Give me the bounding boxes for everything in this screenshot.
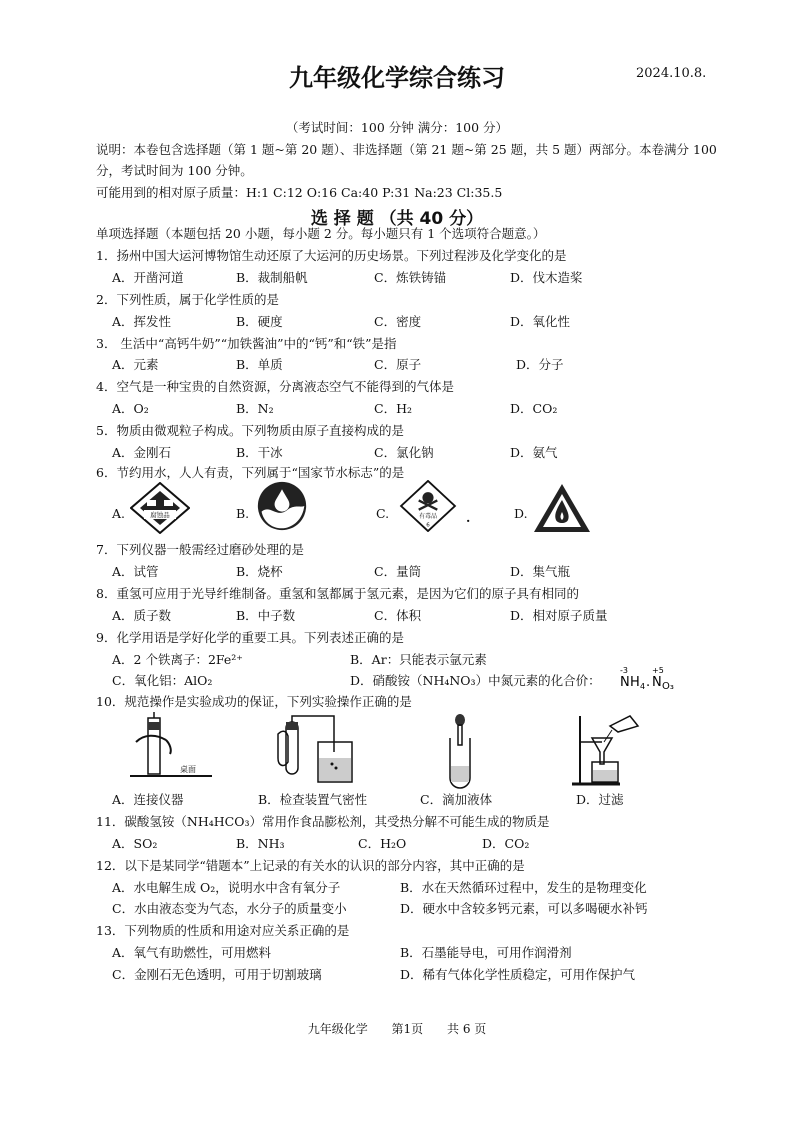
question-stem: 13．下列物质的性质和用途对应关系正确的是 <box>96 923 350 938</box>
option-c: C．H₂O <box>358 836 407 851</box>
option-a: A．试管 <box>112 564 159 579</box>
section-instruction: 单项选择题（本题包括 20 小题，每小题 2 分。每小题只有 1 个选项符合题意。） <box>96 226 546 241</box>
filtration-figure <box>566 712 656 792</box>
option-a: A．挥发性 <box>112 314 172 329</box>
question-stem: 4．空气是一种宝贵的自然资源，分离液态空气不能得到的气体是 <box>96 379 454 394</box>
option-a: A．O₂ <box>112 401 149 416</box>
svg-text:+5: +5 <box>652 666 664 675</box>
option-c: C．水由液态变为气态，水分子的质量变小 <box>112 901 347 916</box>
option-a: A．SO₂ <box>112 836 158 851</box>
option-b: B．NH₃ <box>236 836 285 851</box>
option-b: B．硬度 <box>236 314 283 329</box>
option-d: D．氧化性 <box>510 314 571 329</box>
valence-formula <box>618 664 692 694</box>
question-stem: 2．下列性质，属于化学性质的是 <box>96 292 279 307</box>
option-a: A．质子数 <box>112 608 172 623</box>
svg-text:.: . <box>646 675 651 690</box>
option-b: B．水在天然循环过程中，发生的是物理变化 <box>400 880 647 895</box>
svg-text:N: N <box>652 675 662 690</box>
question-stem: 12．以下是某同学“错题本”上记录的有关水的认识的部分内容，其中正确的是 <box>96 858 525 873</box>
table-label: 桌面 <box>180 765 196 774</box>
option-d: D．集气瓶 <box>510 564 571 579</box>
option-c: C．金刚石无色透明，可用于切割玻璃 <box>112 967 322 982</box>
option-d: D．稀有气体化学性质稳定，可用作保护气 <box>400 967 636 982</box>
option-a: A．水电解生成 O₂，说明水中含有氧分子 <box>112 880 341 895</box>
option-a: A．连接仪器 <box>112 792 184 807</box>
corrosive-symbol-icon <box>130 482 190 534</box>
option-b: B. <box>236 506 250 521</box>
notes-line-2: 分，考试时间为 100 分钟。 <box>96 163 253 178</box>
option-d: D．相对原子质量 <box>510 608 608 623</box>
option-b: B．石墨能导电，可用作润滑剂 <box>400 945 572 960</box>
option-a: A．2 个铁离子：2Fe²⁺ <box>112 652 243 667</box>
section-title: 选 择 题 （共 40 分） <box>310 209 484 229</box>
question-stem: 9．化学用语是学好化学的重要工具。下列表述正确的是 <box>96 630 404 645</box>
airtightness-check-figure <box>272 712 362 792</box>
option-c: C．滴加液体 <box>420 792 493 807</box>
option-b: B．单质 <box>236 357 283 372</box>
footer-total: 共 6 页 <box>447 1022 487 1036</box>
flammable-warning-icon <box>532 482 592 534</box>
corrosive-label: 腐蚀品 <box>150 511 170 519</box>
option-c: C．原子 <box>374 357 422 372</box>
svg-text:4: 4 <box>640 682 646 691</box>
water-saving-emblem-icon <box>252 480 312 532</box>
question-stem: 5．物质由微观粒子构成。下列物质由原子直接构成的是 <box>96 423 404 438</box>
option-d: D．氨气 <box>510 445 558 460</box>
question-stem: 11．碳酸氢铵（NH₄HCO₃）常用作食品膨松剂，其受热分解不可能生成的物质是 <box>96 814 550 829</box>
option-a: A．开凿河道 <box>112 270 184 285</box>
svg-text:N: N <box>620 675 630 690</box>
option-b: B．检查装置气密性 <box>258 792 368 807</box>
footer-subject: 九年级化学 <box>307 1022 368 1036</box>
option-a: A. <box>112 506 126 521</box>
option-c: C．氯化钠 <box>374 445 434 460</box>
option-c: C．炼铁铸锚 <box>374 270 447 285</box>
option-c: C．H₂ <box>374 401 412 416</box>
svg-text:O₃: O₃ <box>662 681 674 692</box>
option-d: D．CO₂ <box>510 401 558 416</box>
option-b: B．干冰 <box>236 445 283 460</box>
toxic-symbol-icon <box>398 480 458 532</box>
toxic-class-number: 6 <box>426 522 430 529</box>
svg-text:H: H <box>630 675 640 690</box>
option-b: B．烧杯 <box>236 564 283 579</box>
page-footer <box>0 1020 794 1037</box>
option-c: C．氧化铝：AlO₂ <box>112 673 213 688</box>
option-b: B．中子数 <box>236 608 296 623</box>
option-a: A．金刚石 <box>112 445 172 460</box>
exam-info: （考试时间：100 分钟 满分：100 分） <box>285 120 509 135</box>
option-b: B．Ar：只能表示氩元素 <box>350 652 487 667</box>
question-stem: 8．重氢可应用于光导纤维制备。重氢和氢都属于氢元素，是因为它们的原子具有相同的 <box>96 586 579 601</box>
option-d: D．硝酸铵（NH₄NO₃）中氮元素的化合价： <box>350 673 601 688</box>
footer-page: 第1页 <box>391 1022 424 1036</box>
option-b: B．N₂ <box>236 401 274 416</box>
question-stem: 6．节约用水，人人有责，下列属于“国家节水标志”的是 <box>96 465 405 480</box>
exam-date: 2024.10.8. <box>636 66 707 81</box>
svg-text:-3: -3 <box>620 666 628 675</box>
option-d: D．分子 <box>516 357 564 372</box>
option-b: B．裁制船帆 <box>236 270 308 285</box>
option-d: D．过滤 <box>576 792 624 807</box>
option-d: D．伐木造桨 <box>510 270 583 285</box>
option-d: D．CO₂ <box>482 836 530 851</box>
notes-line-1: 说明：本卷包含选择题（第 1 题~第 20 题）、非选择题（第 21 题~第 25 题，共 5 题）两部分。本卷满分 100 <box>96 142 717 157</box>
option-d: D. <box>514 506 528 521</box>
page-title: 九年级化学综合练习 <box>289 64 505 92</box>
option-d: D．硬水中含较多钙元素，可以多喝硬水补钙 <box>400 901 648 916</box>
atomic-mass-line: 可能用到的相对原子质量：H:1 C:12 O:16 Ca:40 P:31 Na:23 Cl:35.5 <box>96 185 503 200</box>
option-c: C. <box>376 506 390 521</box>
option-c: C．体积 <box>374 608 422 623</box>
question-stem: 1．扬州中国大运河博物馆生动还原了大运河的历史场景。下列过程涉及化学变化的是 <box>96 248 567 263</box>
question-stem: 3． 生活中“高钙牛奶”“加铁酱油”中的“钙”和“铁”是指 <box>96 336 397 351</box>
dot-mark: . <box>466 510 471 525</box>
option-a: A．氧气有助燃性，可用燃料 <box>112 945 272 960</box>
dropper-figure <box>420 712 510 792</box>
question-stem: 10．规范操作是实验成功的保证，下列实验操作正确的是 <box>96 694 412 709</box>
toxic-label: 有毒品 <box>418 513 438 521</box>
question-stem: 7．下列仪器一般需经过磨砂处理的是 <box>96 542 304 557</box>
option-a: A．元素 <box>112 357 159 372</box>
connect-apparatus-figure <box>126 712 216 792</box>
option-c: C．密度 <box>374 314 422 329</box>
option-c: C．量筒 <box>374 564 422 579</box>
